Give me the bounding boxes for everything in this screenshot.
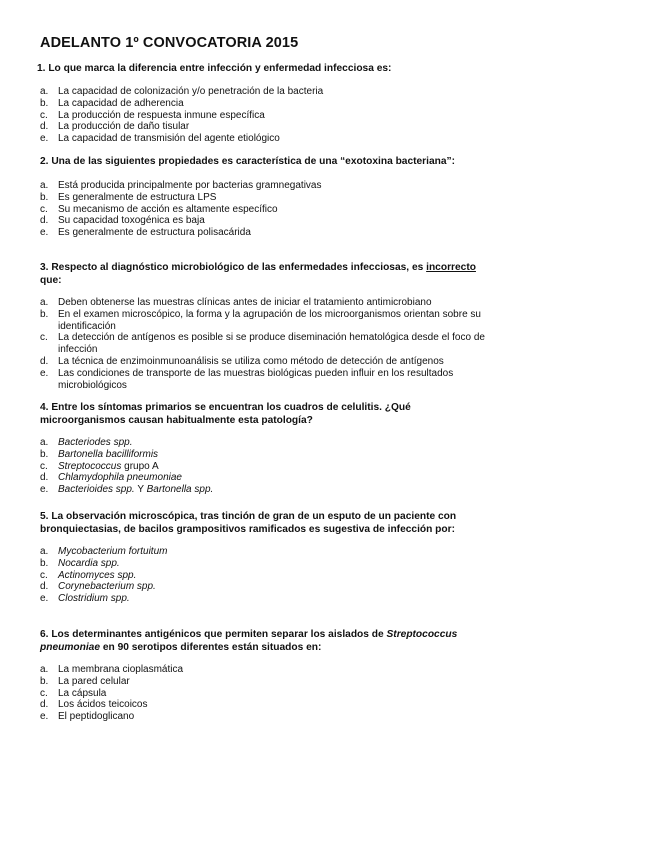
page-title: ADELANTO 1º CONVOCATORIA 2015 — [40, 35, 299, 51]
option-5d: d. Corynebacterium spp. — [40, 581, 156, 593]
option-1d: d. La producción de daño tisular — [40, 121, 190, 133]
option-3c: c. La detección de antígenos es posible si se produce diseminación hematológica desde el foco de infección — [40, 332, 485, 356]
option-4b: b. Bartonella bacilliformis — [40, 448, 159, 460]
option-1a: a. La capacidad de colonización y/o penetración de la bacteria — [40, 86, 324, 97]
question-1: 1. Lo que marca la diferencia entre infección y enfermedad infecciosa es: — [37, 63, 392, 74]
option-2e: e. Es generalmente de estructura polisacárida — [40, 227, 251, 239]
option-4c: c. Streptococcus grupo A — [40, 460, 159, 472]
question-4: 4. Entre los síntomas primarios se encuentran los cuadros de celulitis. ¿Qué microorganismos causan habitualmente esta patología? — [40, 402, 411, 426]
option-4a: a. Bacteriodes spp. — [40, 437, 133, 448]
question-2-options — [40, 180, 500, 239]
option-6c: c. La cápsula — [40, 687, 107, 699]
option-4e: e. Bacterioides spp. Y Bartonella spp. — [40, 484, 214, 496]
question-6: 6. Los determinantes antigénicos que permiten separar los aislados de Streptococcus pneumoniae en 90 serotipos diferentes están situados en: — [40, 629, 458, 653]
option-3e: e. Las condiciones de transporte de las muestras biológicas pueden influir en los resultados microbiológicos — [40, 367, 454, 391]
option-2c: c. Su mecanismo de acción es altamente específico — [40, 203, 278, 215]
question-5-options — [40, 546, 500, 605]
question-3-options — [40, 297, 500, 391]
option-3d: d. La técnica de enzimoinmunoanálisis se utiliza como método de detección de antígenos — [40, 355, 444, 367]
question-6-options — [40, 664, 500, 723]
option-4d: d. Chlamydophila pneumoniae — [40, 472, 182, 484]
option-3b: b. En el examen microscópico, la forma y la agrupación de los microorganismos orientan sobre su identificación — [40, 308, 481, 332]
option-5a: a. Mycobacterium fortuitum — [40, 546, 168, 557]
option-1e: e. La capacidad de transmisión del agente etiológico — [40, 133, 280, 145]
question-1-options — [40, 86, 500, 145]
option-6d: d. Los ácidos teicoicos — [40, 699, 148, 711]
option-1b: b. La capacidad de adherencia — [40, 97, 184, 109]
option-5e: e. Clostridium spp. — [40, 593, 130, 605]
question-5: 5. La observación microscópica, tras tinción de gran de un esputo de un paciente con bronquiectasias, de bacilos grampositivos ramificados es sugestiva de infección por: — [40, 511, 457, 535]
option-5b: b. Nocardia spp. — [40, 557, 120, 569]
option-6e: e. El peptidoglicano — [40, 711, 135, 723]
question-4-options — [40, 437, 500, 496]
option-6a: a. La membrana cioplasmática — [40, 664, 184, 675]
option-2a: a. Está producida principalmente por bacterias gramnegativas — [40, 180, 322, 191]
option-2b: b. Es generalmente de estructura LPS — [40, 191, 217, 203]
option-2d: d. Su capacidad toxogénica es baja — [40, 215, 205, 227]
question-2: 2. Una de las siguientes propiedades es característica de una “exotoxina bacteriana”: — [40, 156, 456, 167]
option-3a: a. Deben obtenerse las muestras clínicas antes de iniciar el tratamiento antimicrobiano — [40, 297, 432, 308]
underlined-word: incorrecto — [426, 262, 476, 273]
question-3: 3. Respecto al diagnóstico microbiológico de las enfermedades infecciosas, es incorrecto que: — [40, 262, 476, 286]
option-6b: b. La pared celular — [40, 675, 130, 687]
option-1c: c. La producción de respuesta inmune específica — [40, 109, 265, 121]
species-name: Streptococcus pneumoniae — [40, 629, 458, 653]
option-5c: c. Actinomyces spp. — [40, 569, 137, 581]
